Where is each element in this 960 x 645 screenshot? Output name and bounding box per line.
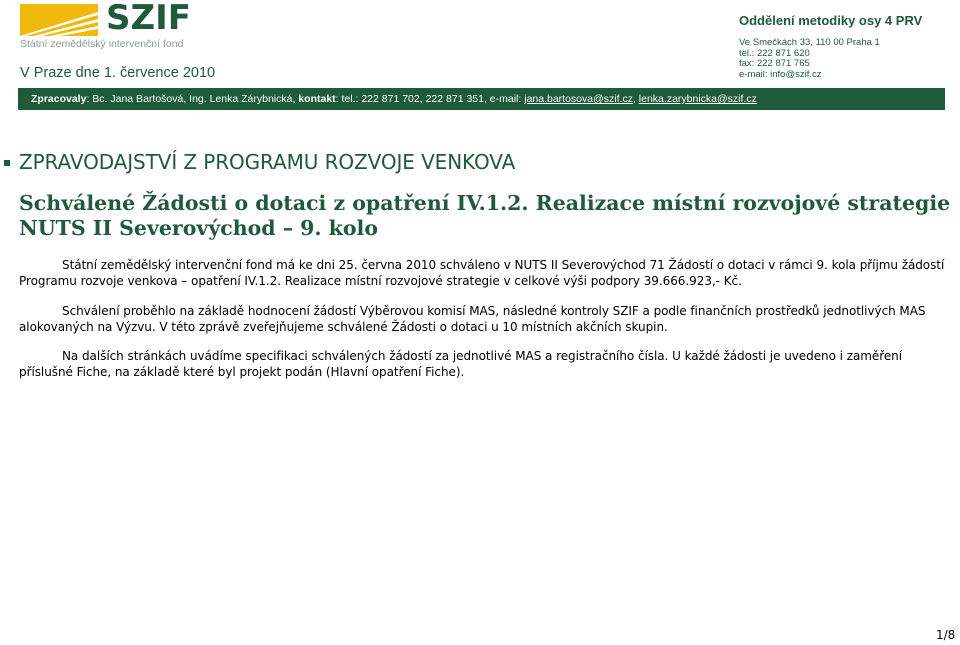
szif-logo bbox=[20, 0, 192, 50]
contact-block bbox=[739, 38, 880, 80]
szif-logo-icon bbox=[20, 4, 98, 36]
paragraph-2: Schválení proběhlo na základě hodnocení žádostí Výběrovou komisí MAS, následné kontroly SZIF a podle finančních prostředků jednotlivých MAS alokovaných na Výzvu. V této zprávě zveřejňujeme schválené Žádosti o dotaci u 10 místních akčních skupin. bbox=[19, 304, 926, 334]
bullet-icon bbox=[4, 160, 10, 166]
phone: tel.: 222 871 620 bbox=[739, 47, 810, 59]
separator: , bbox=[632, 93, 639, 105]
prepared-label: Zpracovaly bbox=[31, 93, 87, 105]
section-title: ZPRAVODAJSTVÍ Z PROGRAMU ROZVOJE VENKOVA bbox=[19, 150, 516, 174]
paragraph-3: Na dalších stránkách uvádíme specifikaci schválených žádostí za jednotlivé MAS a registračního čísla. U každé žádosti je uvedeno i zaměření příslušné Fiche, na základě které byl projekt podán (Hlavní opatření Fiche). bbox=[19, 349, 903, 379]
email-link-bartosova[interactable]: jana.bartosova@szif.cz bbox=[524, 93, 633, 105]
address: Ve Smečkách 33, 110 00 Praha 1 bbox=[739, 37, 880, 48]
paragraph-1: Státní zemědělský intervenční fond má ke dni 25. června 2010 schváleno v NUTS II Severovýchod 71 Žádostí o dotaci v rámci 9. kola příjmu žádostí Programu rozvoje venkova – opatření IV.1.2. Realizace místní rozvojové strategie v celkové výši podpory 39.666.923,- Kč. bbox=[19, 258, 945, 288]
logo-text: SZIF bbox=[106, 0, 192, 38]
email: e-mail: info@szif.cz bbox=[739, 68, 822, 80]
page-number: 1/8 bbox=[936, 628, 956, 642]
document-date: V Praze dne 1. července 2010 bbox=[20, 65, 216, 81]
department-name: Oddělení metodiky osy 4 PRV bbox=[739, 13, 923, 28]
document-heading: Schválené Žádosti o dotaci z opatření IV.1.2. Realizace místní rozvojové strategie NUTS II Severovýchod – 9. kolo bbox=[19, 191, 951, 240]
email-link-zarybnicka[interactable]: lenka.zarybnicka@szif.cz bbox=[638, 93, 757, 105]
authors: : Bc. Jana Bartošová, Ing. Lenka Zárybnická, bbox=[86, 93, 299, 105]
prepared-by-bar bbox=[18, 88, 945, 110]
fax: fax: 222 871 765 bbox=[739, 58, 810, 69]
contact-label: kontakt bbox=[298, 93, 336, 105]
contact-text: : tel.: 222 871 702, 222 871 351, e-mail: bbox=[335, 93, 525, 105]
logo-subtitle: Státní zemědělský intervenční fond bbox=[20, 38, 184, 50]
